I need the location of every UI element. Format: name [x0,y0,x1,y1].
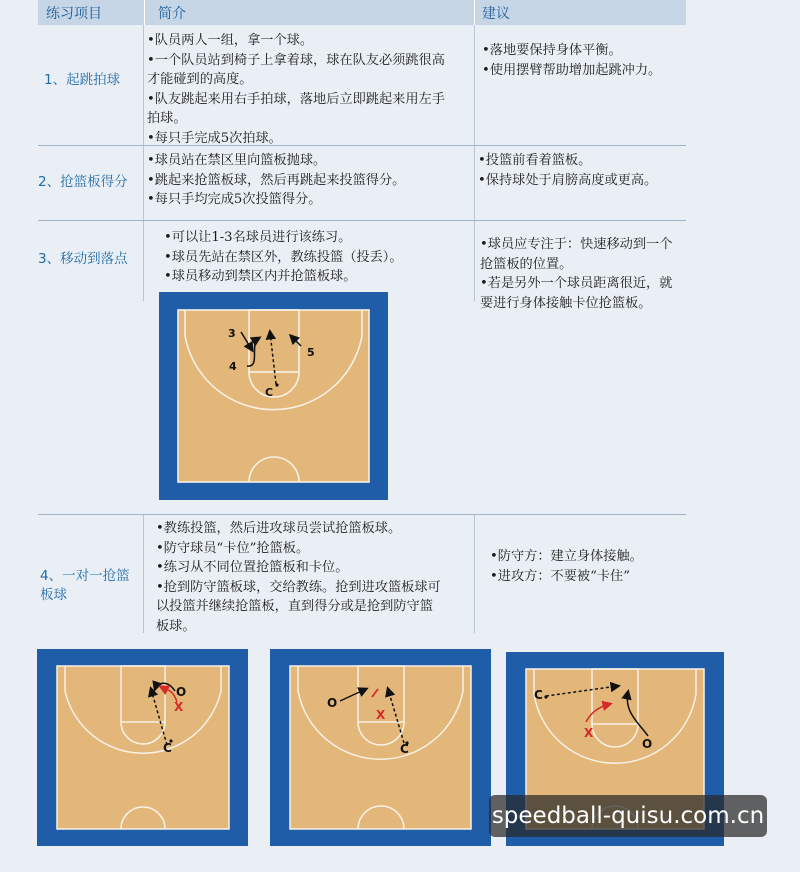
coach-marker: C [534,688,543,702]
row-divider [38,220,686,221]
player-4-marker: 4 [229,360,237,373]
intro-line: •队员两人一组，拿一个球。 [147,33,314,48]
court-diagram-drill-4-a [37,649,248,846]
table-header [38,0,686,25]
drill-1-title: 1、起跳拍球 [44,72,121,88]
intro-line: •防守球员“卡位”抢篮板。 [156,540,310,556]
header-intro: 简介 [158,6,186,22]
tip-line: •球员应专注于：快速移动到一个抢篮板的位置。 [480,237,673,272]
tip-line: •防守方：建立身体接触。 [490,549,643,564]
intro-line: •可以让1-3名球员进行该练习。 [164,230,352,245]
intro-line: •练习从不同位置抢篮板和卡位。 [156,560,349,575]
drill-1-intro [147,31,447,148]
row-divider [38,145,686,146]
coach-marker: C [163,741,172,755]
intro-line: •每只手完成5次拍球。 [147,130,282,146]
drill-3-title: 3、移动到落点 [38,251,128,267]
intro-line: •每只手均完成5次投篮得分。 [147,192,322,207]
intro-line: •球员先站在禁区外，教练投篮（投丢）。 [164,249,403,265]
drill-1-tips [482,41,687,80]
drill-3-intro [164,228,464,287]
intro-line: •球员移动到禁区内并抢篮板球。 [164,269,357,284]
drill-4-title: 4、一对一抢篮板球 [40,568,130,603]
offense-marker: O [176,685,187,699]
row-divider [38,514,686,515]
intro-line: •跳起来抢篮板球，然后再跳起来投篮得分。 [147,172,406,188]
drill-3-tips [480,235,685,313]
offense-marker: O [327,696,338,710]
header-suggestion: 建议 [482,6,510,22]
intro-line: •球员站在禁区里向篮板抛球。 [147,153,327,168]
tip-line: •进攻方：不要被“卡住” [490,568,630,584]
intro-line: •一个队员站到椅子上拿着球，球在队友必须跳很高才能碰到的高度。 [147,52,445,87]
drill-4-tips [490,547,695,586]
tip-line: •落地要保持身体平衡。 [482,43,622,58]
defense-marker: X [584,726,594,740]
coach-marker: C [400,742,409,756]
tip-line: •若是另外一个球员距离很近，就要进行身体接触卡位抢篮板。 [480,276,673,311]
player-3-marker: 3 [228,327,236,340]
court-diagram-drill-3 [159,292,388,500]
drill-4-intro [156,519,446,636]
tip-line: •保持球处于肩膀高度或更高。 [478,172,658,188]
intro-line: •教练投篮，然后进攻球员尝试抢篮板球。 [156,521,402,536]
intro-line: •队友跳起来用右手拍球，落地后立即跳起来用左手拍球。 [147,91,445,126]
defense-marker: X [174,700,184,714]
offense-marker: O [642,737,653,751]
watermark: speedball-quisu.com.cn [489,795,767,837]
tip-line: •使用摆臂帮助增加起跳冲力。 [482,62,662,78]
drill-2-title: 2、抢篮板得分 [38,174,128,190]
header-drill-item: 练习项目 [46,6,102,22]
defense-marker: X [376,708,386,722]
drill-2-intro [147,151,447,210]
coach-marker: C [265,386,274,399]
intro-line: •抢到防守篮板球，交给教练。抢到进攻篮板球可以投篮并继续抢篮板，直到得分或是抢到防守篮板球。 [156,579,441,634]
drill-2-tips [478,151,683,190]
player-5-marker: 5 [307,346,315,359]
tip-line: •投篮前看着篮板。 [478,153,592,168]
court-diagram-drill-4-b [270,649,491,846]
